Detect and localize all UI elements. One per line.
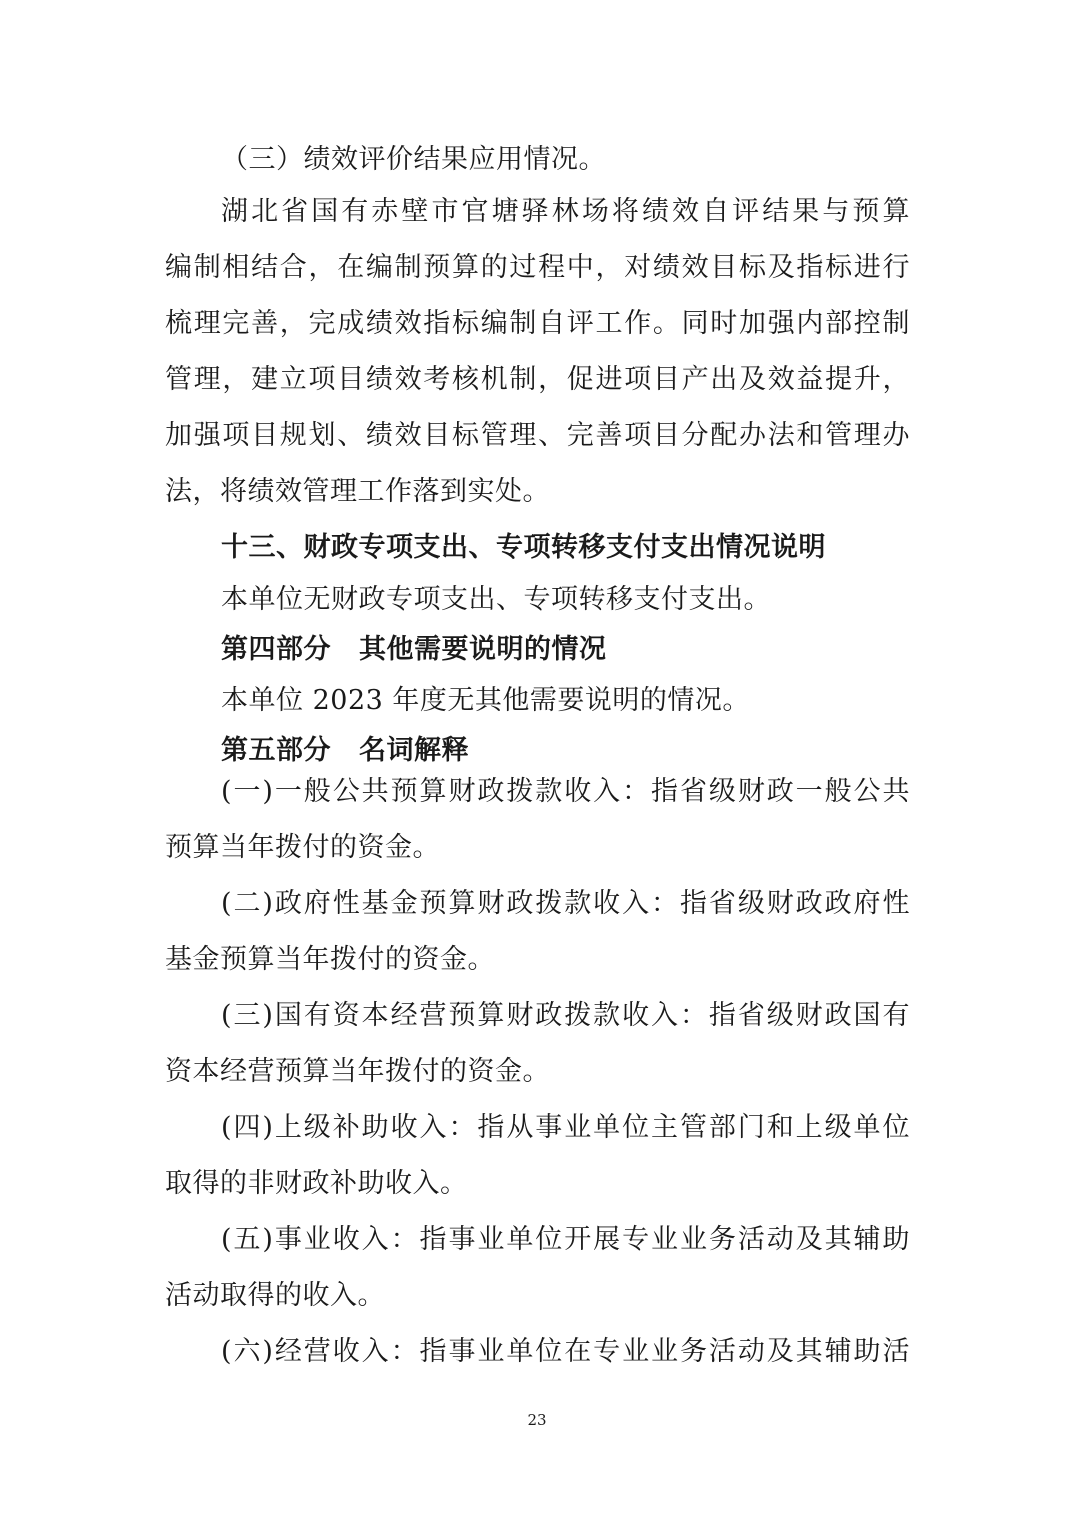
page-number: 23	[527, 1411, 547, 1429]
paragraph-line: 梳理完善，完成绩效指标编制自评工作。同时加强内部控制	[165, 308, 910, 339]
paragraph-line: 法，将绩效管理工作落到实处。	[165, 476, 550, 507]
part-heading	[221, 733, 469, 769]
section-heading: 十三、财政专项支出、专项转移支付支出情况说明	[221, 532, 826, 563]
term-definition-line: 取得的非财政补助收入。	[165, 1168, 468, 1199]
term-definition-line: 活动取得的收入。	[165, 1280, 385, 1311]
term-definition-line: (一)一般公共预算财政拨款收入：指省级财政一般公共	[221, 776, 910, 807]
part-title: 名词解释	[359, 735, 469, 766]
paragraph-line: 管理，建立项目绩效考核机制，促进项目产出及效益提升，	[165, 364, 910, 395]
term-definition-line: 资本经营预算当年拨付的资金。	[165, 1056, 550, 1087]
term-definition-line: (四)上级补助收入：指从事业单位主管部门和上级单位	[221, 1112, 910, 1143]
term-definition-line: 基金预算当年拨付的资金。	[165, 944, 495, 975]
subsection-heading: （三）绩效评价结果应用情况。	[221, 144, 606, 175]
part-title: 其他需要说明的情况	[359, 634, 607, 665]
paragraph-line: 湖北省国有赤壁市官塘驿林场将绩效自评结果与预算	[221, 196, 910, 227]
paragraph-line: 本单位 2023 年度无其他需要说明的情况。	[221, 685, 750, 716]
part-number: 第五部分	[221, 735, 331, 766]
part-number: 第四部分	[221, 634, 331, 665]
term-definition-line: (三)国有资本经营预算财政拨款收入：指省级财政国有	[221, 1000, 910, 1031]
paragraph-line: 加强项目规划、绩效目标管理、完善项目分配办法和管理办	[165, 420, 910, 451]
paragraph-line: 编制相结合，在编制预算的过程中，对绩效目标及指标进行	[165, 252, 910, 283]
paragraph-line: 本单位无财政专项支出、专项转移支付支出。	[221, 584, 771, 615]
term-definition-line: (五)事业收入：指事业单位开展专业业务活动及其辅助	[221, 1224, 910, 1255]
term-definition-line: 预算当年拨付的资金。	[165, 832, 440, 863]
term-definition-line: (六)经营收入：指事业单位在专业业务活动及其辅助活	[221, 1336, 910, 1367]
part-heading	[221, 632, 607, 668]
term-definition-line: (二)政府性基金预算财政拨款收入：指省级财政政府性	[221, 888, 910, 919]
